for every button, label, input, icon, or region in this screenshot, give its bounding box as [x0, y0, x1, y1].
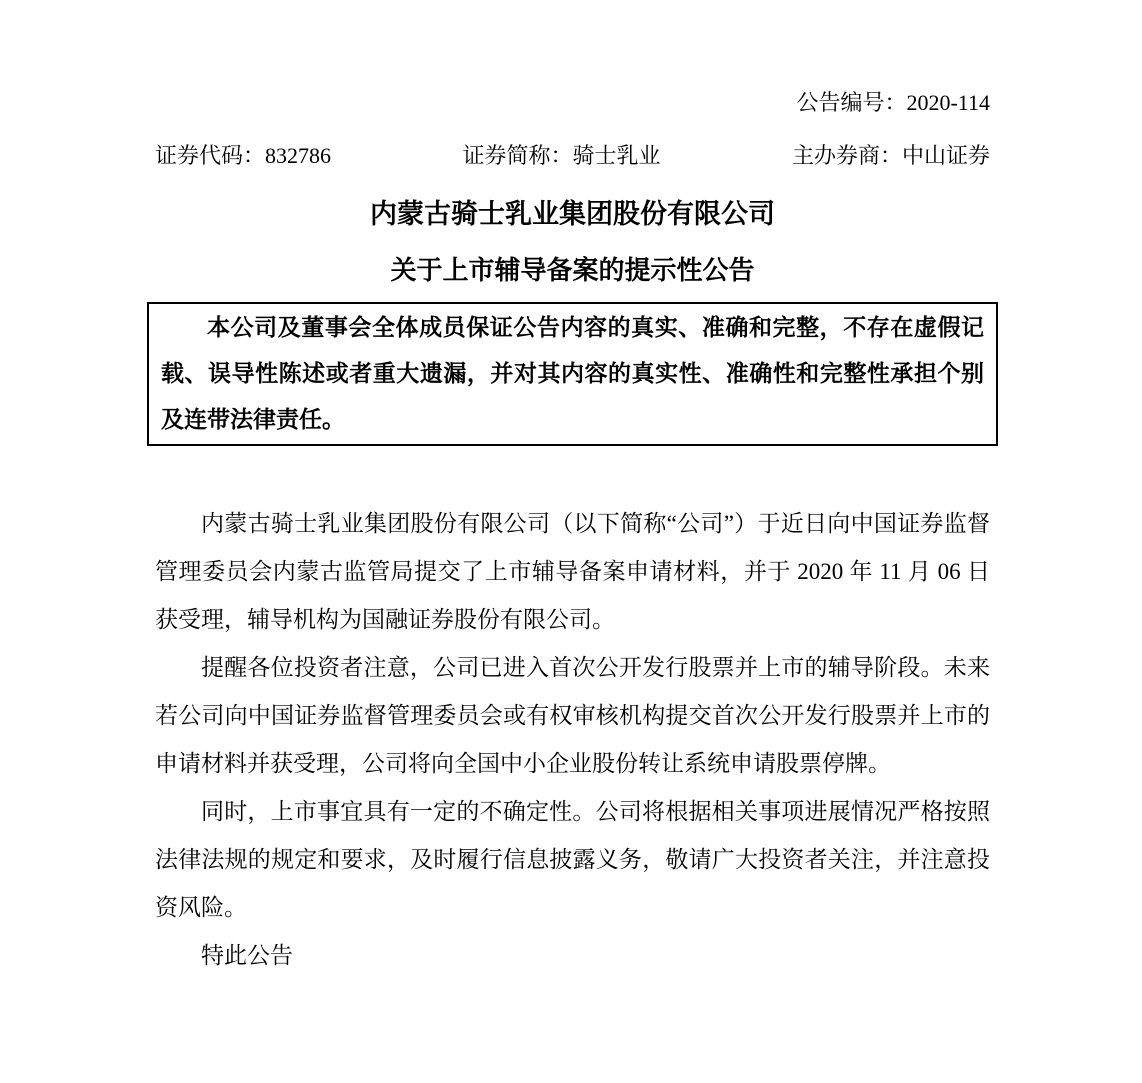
stock-code — [155, 143, 331, 169]
securities-info-row — [155, 143, 990, 169]
announcement-number-value: 2020-114 — [906, 90, 990, 115]
company-title: 内蒙古骑士乳业集团股份有限公司 — [370, 199, 775, 229]
announcement-subject-title: 关于上市辅导备案的提示性公告 — [390, 256, 755, 285]
disclaimer-text: 本公司及董事会全体成员保证公告内容的真实、准确和完整，不存在虚假记载、误导性陈述或者重大遗漏，并对其内容的真实性、准确性和完整性承担个别及连带法律责任。 — [161, 315, 984, 432]
stock-code-value: 832786 — [265, 143, 332, 168]
sponsor — [792, 143, 990, 169]
stock-name — [462, 143, 660, 169]
stock-name-value: 骑士乳业 — [572, 143, 661, 168]
stock-code-label: 证券代码： — [155, 143, 266, 168]
sponsor-label: 主办券商： — [791, 143, 902, 168]
announcement-body — [155, 500, 990, 980]
stock-name-label: 证券简称： — [462, 143, 573, 168]
disclaimer-box — [147, 302, 998, 446]
announcement-number — [155, 90, 990, 116]
body-paragraph: 同时，上市事宜具有一定的不确定性。公司将根据相关事项进展情况严格按照法律法规的规定和要求，及时履行信息披露义务，敬请广大投资者关注，并注意投资风险。 — [155, 799, 990, 920]
body-paragraph: 内蒙古骑士乳业集团股份有限公司（以下简称“公司”）于近日向中国证券监督管理委员会内蒙古监管局提交了上市辅导备案申请材料，并于 2020 年 11 月 06 日获受理，辅导机构为国融证券股份有限公司。 — [155, 511, 990, 632]
body-paragraph: 提醒各位投资者注意，公司已进入首次公开发行股票并上市的辅导阶段。未来若公司向中国证券监督管理委员会或有权审核机构提交首次公开发行股票并上市的申请材料并获受理，公司将向全国中小企业股份转让系统申请股票停牌。 — [155, 655, 990, 776]
announcement-number-label: 公告编号： — [796, 90, 907, 115]
body-closing: 特此公告 — [201, 943, 293, 968]
sponsor-value: 中山证券 — [901, 143, 990, 168]
